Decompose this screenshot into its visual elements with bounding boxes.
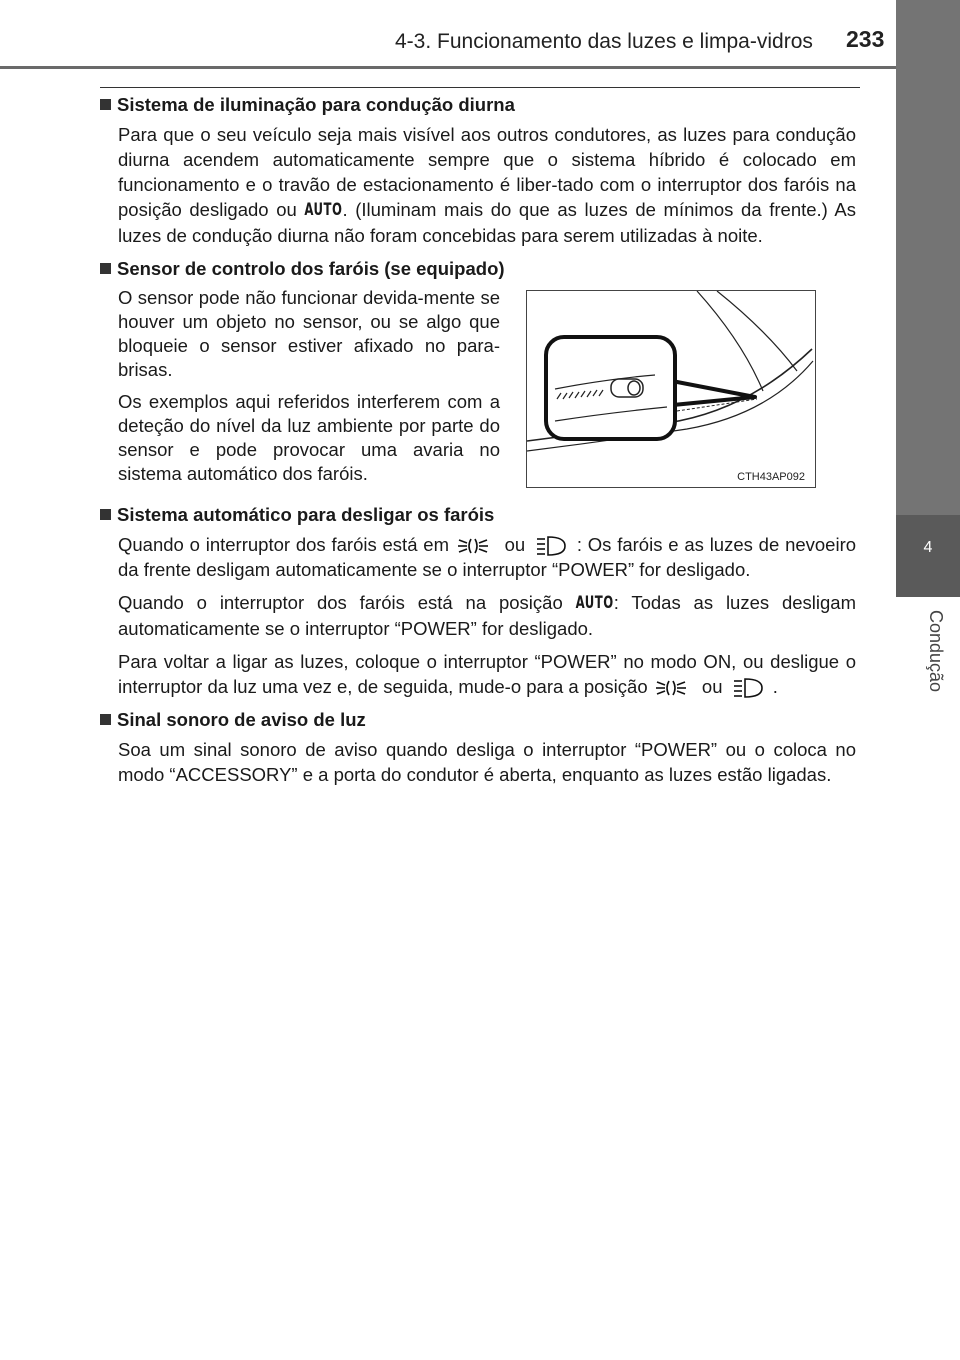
chapter-tab[interactable] [896, 515, 960, 597]
paragraph: Soa um sinal sonoro de aviso quando desliga o interruptor “POWER” ou o coloca no modo “ACCESSORY” e a porta do condutor é aberta, enquanto as luzes estão ligadas. [118, 739, 856, 786]
parking-lights-icon [455, 535, 499, 557]
paragraph: Quando o interruptor dos faróis está na posição AUTO: Todas as luzes desligam automaticamente se o interruptor “POWER” for desligado. [118, 590, 856, 641]
square-bullet-icon [100, 99, 111, 110]
paragraph: O sensor pode não funcionar devida-mente se houver um objeto no sensor, ou se algo que bloqueie o sensor estiver afixado no para-brisas. [118, 287, 500, 380]
windshield-sensor-drawing [527, 291, 815, 487]
square-bullet-icon [100, 509, 111, 520]
square-bullet-icon [100, 714, 111, 725]
sensor-illustration [526, 290, 816, 488]
figure-text [100, 286, 500, 494]
parking-lights-icon [653, 677, 697, 699]
figure-code: CTH43AP092 [737, 471, 805, 483]
section-heading: Sistema de iluminação para condução diurna [100, 94, 856, 116]
chapter-label: Condução [926, 610, 946, 693]
auto-icon: AUTO [575, 593, 614, 614]
chapter-number: 4 [923, 539, 933, 556]
square-bullet-icon [100, 263, 111, 274]
page-header-title: 4-3. Funcionamento das luzes e limpa-vidros [395, 30, 813, 53]
section-heading: Sensor de controlo dos faróis (se equipado) [100, 258, 856, 280]
header-rule [0, 66, 960, 69]
headlights-icon [728, 677, 768, 699]
section-light-reminder-buzzer [100, 709, 856, 787]
headlights-icon [531, 535, 571, 557]
chapter-sidebar [896, 0, 960, 596]
section-heading: Sinal sonoro de aviso de luz [100, 709, 856, 731]
content-top-rule [100, 87, 860, 88]
section-daytime-running-lights [100, 94, 856, 248]
paragraph: Para que o seu veículo seja mais visível aos outros condutores, as luzes para condução diurna acendem automaticamente sempre que o sistema híbrido é colocado em funcionamento e o travão de estacionamento é liber-tado com o interruptor dos faróis na posição desligado ou AUTO. (Iluminam mais do que as luzes de mínimos da frente.) As luzes de condução diurna não foram concebidas para serem utilizadas à noite. [118, 124, 857, 246]
section-auto-off [100, 504, 856, 699]
paragraph: Quando o interruptor dos faróis está em ou : Os faróis e as luzes de nevoeiro da frente desligam automaticamente se o interruptor “POWER” for desligado. [118, 534, 857, 581]
section-headlight-sensor [100, 258, 856, 494]
page-number: 233 [846, 26, 885, 52]
paragraph: Os exemplos aqui referidos interferem com a deteção do nível da luz ambiente por parte do sensor e pode provocar uma avaria no sistema automático dos faróis. [118, 391, 500, 484]
auto-icon: AUTO [304, 200, 343, 221]
page-content [100, 94, 856, 797]
paragraph: Para voltar a ligar as luzes, coloque o interruptor “POWER” no modo ON, ou desligue o interruptor da luz uma vez e, de seguida, mude-o para a posição ou . [118, 649, 856, 699]
section-heading: Sistema automático para desligar os faróis [100, 504, 856, 526]
figure-row [100, 286, 856, 494]
